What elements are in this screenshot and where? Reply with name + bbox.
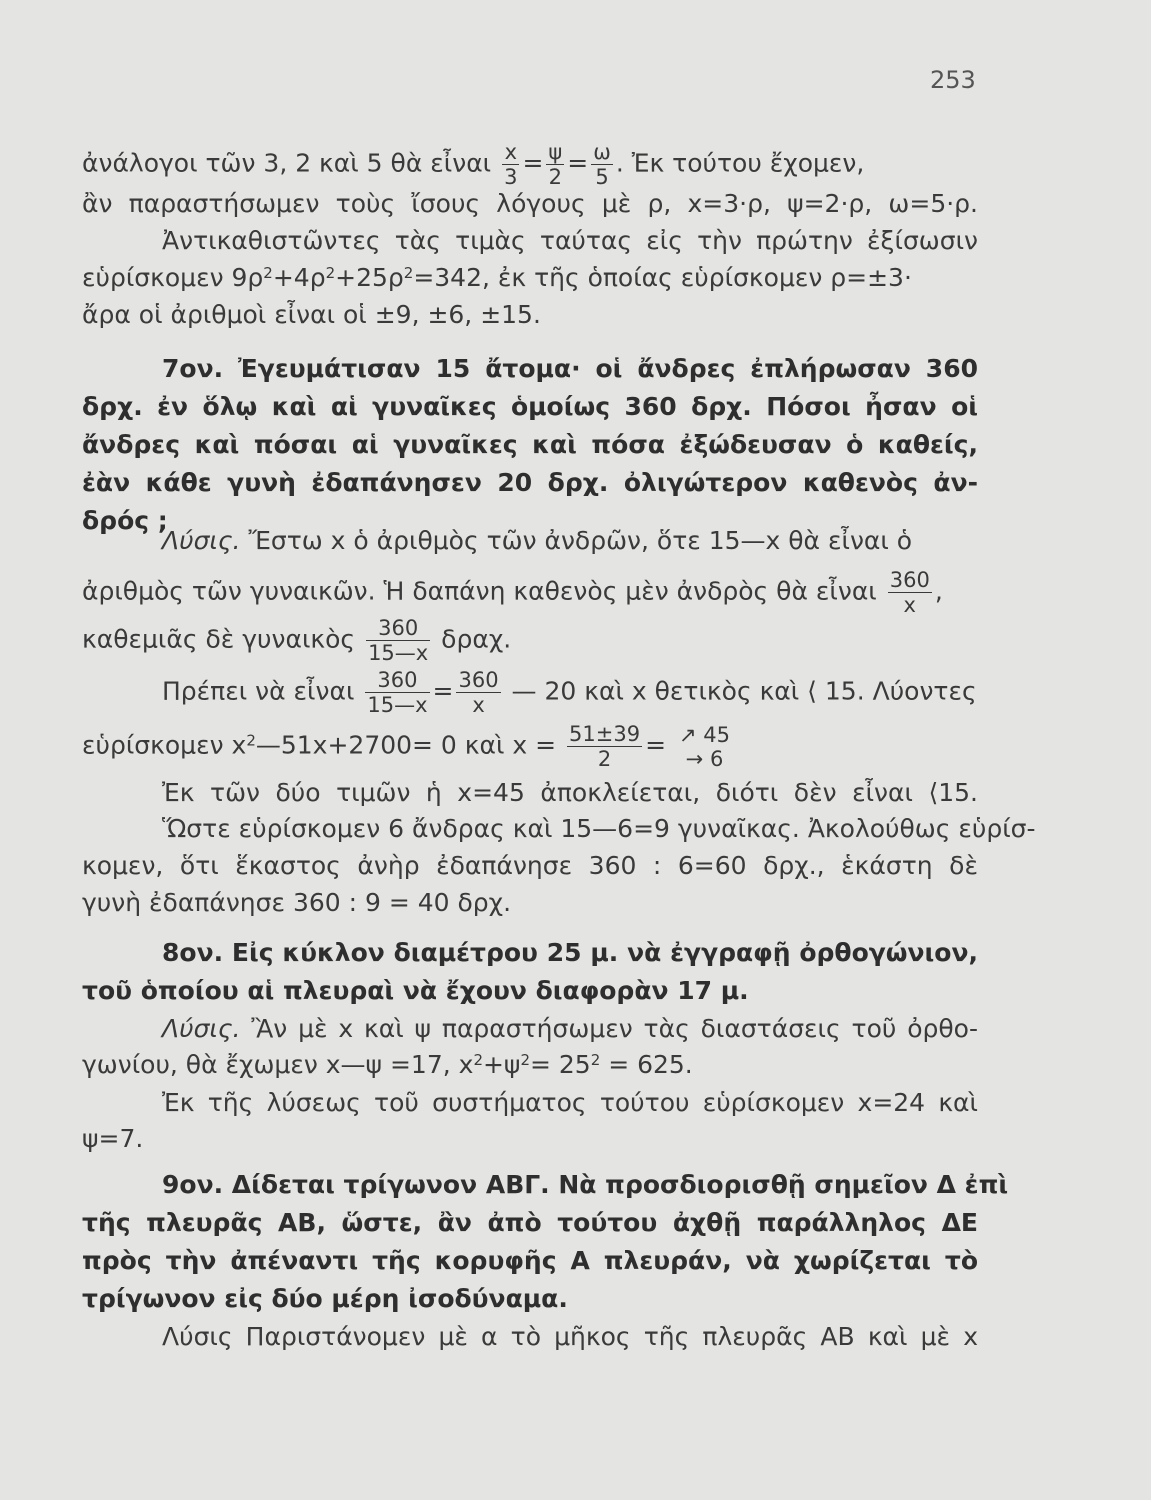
text-run: +4ρ — [272, 263, 326, 292]
solution-label: Λύσις. — [162, 526, 241, 555]
fraction-numerator: ω — [593, 140, 611, 164]
problem-heading: 8ον. Εἰς κύκλον διαμέτρου 25 μ. νὰ ἐγγραφῇ ὀρθογώνιον, — [162, 938, 978, 967]
fraction-denominator: 15—x — [368, 641, 429, 665]
text-line — [162, 668, 978, 717]
fraction — [567, 722, 642, 771]
superscript: 2 — [246, 731, 256, 750]
text-run: = 25 — [529, 1050, 591, 1079]
fraction-numerator: ψ — [548, 140, 563, 164]
fraction-denominator: 2 — [597, 747, 612, 771]
text-run: +25ρ — [335, 263, 404, 292]
text-line: ἄρα οἱ ἀριθμοὶ εἶναι οἱ ±9, ±6, ±15. — [82, 300, 541, 329]
text-line — [82, 616, 978, 665]
fraction — [546, 140, 564, 189]
problem-heading: 7ον. Ἐγευμάτισαν 15 ἄτομα· οἱ ἄνδρες ἐπλήρωσαν 360 — [162, 354, 978, 383]
text-line — [162, 1012, 978, 1046]
text-run: εὑρίσκομεν x — [82, 730, 247, 760]
text-run: — 20 καὶ x θετικὸς καὶ ⟨ 15. Λύοντες — [511, 676, 977, 706]
text-line — [82, 140, 978, 189]
fraction — [365, 668, 429, 717]
fraction-denominator: 15—x — [367, 693, 428, 717]
superscript: 2 — [263, 264, 273, 282]
fraction — [591, 140, 613, 189]
text-run: . Ἐκ τούτου ἔχομεν, — [615, 148, 865, 178]
text-line: Ἀντικαθιστῶντες τὰς τιμὰς ταύτας εἰς τὴν πρώτην ἐξίσωσιν — [162, 226, 978, 255]
problem-heading: 9ον. Δίδεται τρίγωνον ΑΒΓ. Νὰ προσδιορισθῇ σημεῖον Δ ἐπὶ — [162, 1170, 1009, 1199]
solution-label: Λύσις. — [162, 1014, 241, 1043]
text-run: Ἔστω x ὁ ἀριθμὸς τῶν ἀνδρῶν, ὅτε 15—x θὰ εἶναι ὁ — [240, 526, 913, 555]
text-line: κομεν, ὅτι ἕκαστος ἀνὴρ ἐδαπάνησε 360 : 6=60 δρχ., ἑκάστη δὲ — [82, 851, 978, 880]
text-run: = — [432, 676, 454, 706]
fraction-numerator: 51±39 — [569, 722, 641, 746]
text-line: Ὥστε εὑρίσκομεν 6 ἄνδρας καὶ 15—6=9 γυναῖκας. Ἀκολούθως εὑρίσ- — [162, 814, 1036, 843]
problem-text: τοῦ ὁποίου αἱ πλευραὶ νὰ ἔχουν διαφορὰν 17 μ. — [82, 976, 749, 1005]
fraction-numerator: 360 — [889, 568, 930, 592]
text-line: Ἐκ τῶν δύο τιμῶν ἡ x=45 ἀποκλείεται, διότι δὲν εἶναι ⟨15. — [162, 778, 978, 807]
fraction — [888, 568, 932, 617]
text-line: Λύσις Παριστάνομεν μὲ α τὸ μῆκος τῆς πλευρᾶς ΑΒ καὶ μὲ x — [162, 1322, 978, 1351]
text-line — [82, 261, 978, 295]
superscript: 2 — [473, 1051, 483, 1069]
text-line — [82, 1048, 978, 1082]
fraction-denominator: 3 — [504, 165, 518, 189]
fraction-denominator: x — [472, 693, 485, 717]
text-line — [82, 722, 978, 771]
fraction — [502, 140, 519, 189]
text-run: ἀνάλογοι τῶν 3, 2 καὶ 5 θὰ εἶναι — [82, 148, 492, 178]
text-run: εὑρίσκομεν 9ρ — [82, 263, 264, 292]
text-run: =342, ἐκ τῆς ὁποίας εὑρίσκομεν ρ=±3· — [413, 263, 912, 292]
superscript: 2 — [590, 1051, 601, 1069]
fraction-denominator: x — [903, 593, 916, 617]
text-line — [82, 568, 978, 617]
text-line — [162, 524, 978, 558]
superscript: 2 — [325, 264, 336, 282]
page-number: 253 — [930, 66, 976, 94]
superscript: 2 — [520, 1051, 530, 1069]
problem-text: δρχ. ἐν ὅλῳ καὶ αἱ γυναῖκες ὁμοίως 360 δρχ. Πόσοι ἦσαν οἱ — [82, 392, 978, 421]
fraction-numerator: 360 — [458, 668, 499, 692]
problem-text: τρίγωνον εἰς δύο μέρη ἰσοδύναμα. — [82, 1284, 568, 1313]
fraction — [366, 616, 430, 665]
text-run: = — [645, 730, 667, 760]
text-run: Ἂν μὲ x καὶ ψ παραστήσωμεν τὰς διαστάσεις τοῦ ὀρθο- — [240, 1014, 978, 1043]
fraction-denominator: 2 — [548, 165, 563, 189]
text-run: γωνίου, θὰ ἔχωμεν x—ψ =17, x — [82, 1050, 474, 1079]
solution-value: ↗ 45 — [679, 722, 730, 747]
text-run: +ψ — [482, 1050, 521, 1079]
solution-value: → 6 — [685, 746, 724, 771]
text-line: γυνὴ ἐδαπάνησε 360 : 9 = 40 δρχ. — [82, 888, 512, 917]
text-run: Πρέπει νὰ εἶναι — [162, 676, 355, 706]
text-run: , — [934, 576, 943, 606]
problem-text: τῆς πλευρᾶς ΑΒ, ὥστε, ἂν ἀπὸ τούτου ἀχθῇ παράλληλος ΔΕ — [82, 1208, 978, 1237]
superscript: 2 — [403, 264, 414, 282]
fraction — [456, 668, 500, 717]
solution-values — [677, 723, 732, 771]
text-line: ψ=7. — [82, 1124, 144, 1153]
text-run: καθεμιᾶς δὲ γυναικὸς — [82, 624, 356, 654]
problem-text: ἄνδρες καὶ πόσαι αἱ γυναῖκες καὶ πόσα ἐξώδευσαν ὁ καθείς, — [82, 430, 978, 459]
text-run: δραχ. — [441, 624, 512, 654]
fraction-denominator: 5 — [595, 165, 609, 189]
fraction-numerator: x — [502, 140, 519, 165]
fraction-numerator: 360 — [365, 668, 429, 693]
text-run: —51x+2700= 0 καὶ x = — [255, 730, 557, 760]
text-line: ἂν παραστήσωμεν τοὺς ἴσους λόγους μὲ ρ, x=3·ρ, ψ=2·ρ, ω=5·ρ. — [82, 189, 978, 218]
text-run: = — [567, 148, 589, 178]
text-run: = 625. — [600, 1050, 693, 1079]
problem-text: δρός ; — [82, 506, 168, 535]
text-run: = — [522, 148, 544, 178]
fraction-numerator: 360 — [366, 616, 430, 641]
text-line: Ἐκ τῆς λύσεως τοῦ συστήματος τούτου εὑρίσκομεν x=24 καὶ — [162, 1088, 978, 1117]
problem-text: ἐὰν κάθε γυνὴ ἐδαπάνησεν 20 δρχ. ὀλιγώτερον καθενὸς ἀν- — [82, 468, 978, 497]
text-run: ἀριθμὸς τῶν γυναικῶν. Ἡ δαπάνη καθενὸς μὲν ἀνδρὸς θὰ εἶναι — [82, 576, 877, 606]
problem-text: πρὸς τὴν ἀπέναντι τῆς κορυφῆς Α πλευράν, νὰ χωρίζεται τὸ — [82, 1246, 978, 1275]
